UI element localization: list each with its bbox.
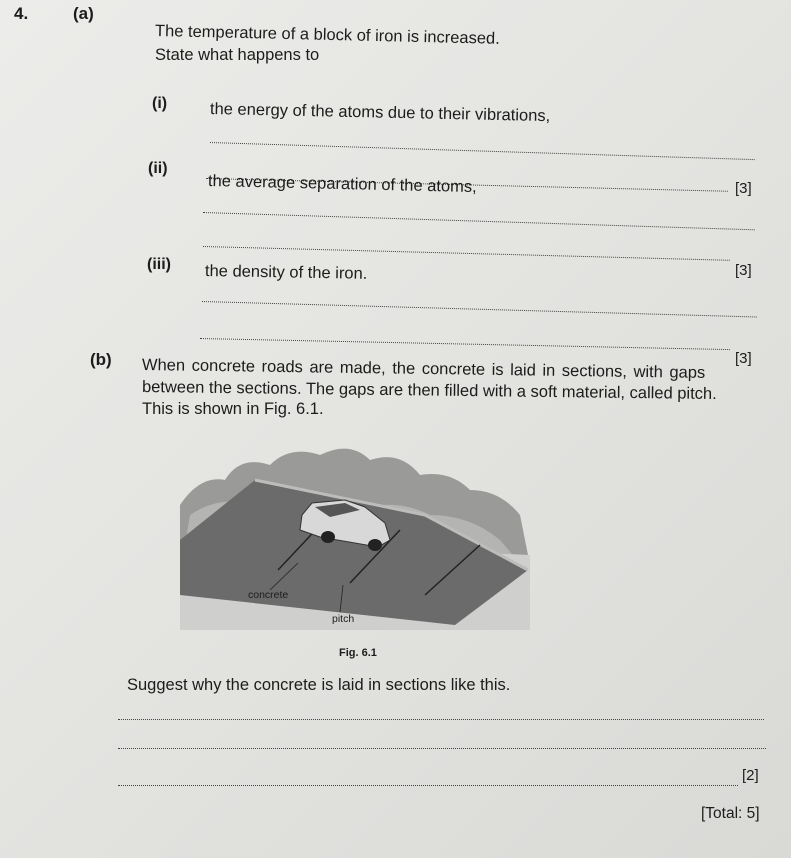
item-i-label: (i): [152, 95, 168, 112]
answer-line: [203, 212, 755, 230]
item-ii-mark: [3]: [735, 262, 752, 279]
answer-line: [118, 719, 764, 720]
answer-line: [202, 301, 757, 317]
part-b-line-3: This is shown in Fig. 6.1.: [142, 400, 324, 418]
item-ii-text: the average separation of the atoms,: [207, 172, 477, 197]
part-b-label: (b): [90, 350, 112, 369]
answer-line: [203, 246, 730, 261]
part-b-mark: [2]: [742, 767, 759, 784]
figure-label-concrete: concrete: [248, 589, 289, 601]
answer-line: [118, 748, 766, 749]
part-a-intro: The temperature of a block of iron is increased.: [154, 22, 500, 48]
total-mark: [Total: 5]: [701, 805, 760, 822]
part-b-line-1: When concrete roads are made, the concrete is laid in sections, with gaps: [141, 356, 706, 382]
part-b-line-2: between the sections. The gaps are then filled with a soft material, called pitch.: [141, 378, 717, 404]
suggest-prompt: Suggest why the concrete is laid in sections like this.: [127, 676, 511, 694]
item-iii-mark: [3]: [735, 350, 752, 367]
road-sections-figure: [180, 445, 530, 630]
item-iii-label: (iii): [147, 256, 171, 273]
part-a-label: (a): [73, 4, 94, 23]
item-ii-label: (ii): [148, 160, 168, 177]
figure-label-pitch: pitch: [332, 613, 355, 625]
question-number: 4.: [14, 4, 29, 23]
answer-line: [200, 338, 730, 350]
item-i-text: the energy of the atoms due to their vibrations,: [209, 100, 551, 126]
answer-line: [118, 785, 738, 786]
figure-caption: Fig. 6.1: [339, 647, 377, 659]
item-iii-text: the density of the iron.: [204, 262, 368, 283]
answer-line: [210, 142, 755, 160]
item-i-mark: [3]: [735, 180, 752, 197]
part-a-prompt: State what happens to: [155, 46, 320, 64]
